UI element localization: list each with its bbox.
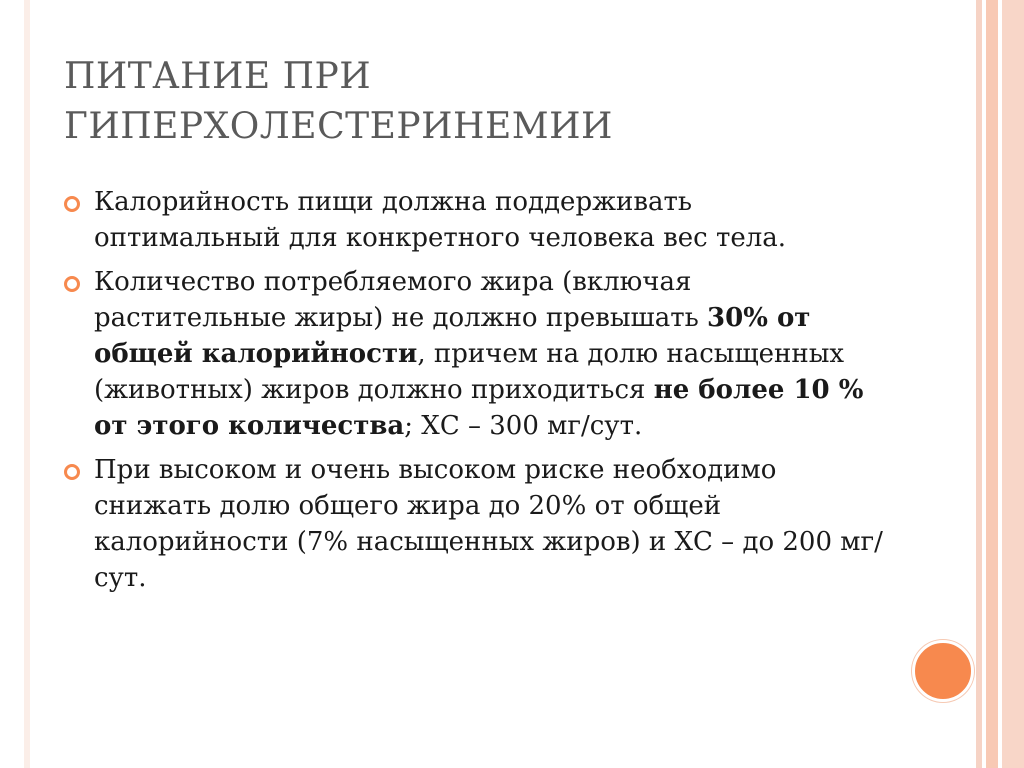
slide-title	[64, 52, 944, 152]
slide-title-line-2: ГИПЕРХОЛЕСТЕРИНЕМИИ	[64, 106, 613, 147]
decorative-circle-icon	[912, 640, 974, 702]
bullet-text-part: ; ХС – 300 мг/сут.	[404, 411, 643, 441]
bullet-text-part: Количество потребляемого жира (включая растительные жиры) не должно превышать	[94, 267, 708, 333]
bullet-item	[64, 452, 884, 596]
decorative-stripe	[1002, 0, 1024, 768]
bullet-text-emphasis: не более 10 % от этого количества	[94, 375, 864, 441]
ring-bullet-icon	[64, 276, 80, 292]
bullet-text	[94, 267, 863, 441]
bullet-text	[94, 455, 883, 593]
slide-title-line-1: ПИТАНИЕ ПРИ	[64, 56, 372, 97]
bullet-list	[64, 184, 884, 604]
bullet-text	[94, 187, 786, 253]
ring-bullet-icon	[64, 196, 80, 212]
bullet-item	[64, 264, 884, 444]
bullet-text-part: Калорийность пищи должна поддерживать оптимальный для конкретного человека вес тела.	[94, 187, 787, 253]
bullet-text-part: , причем на долю насыщенных (животных) жиров должно приходиться	[94, 339, 845, 405]
bullet-text-part: При высоком и очень высоком риске необходимо снижать долю общего жира до 20% от общей калорийности (7% насыщенных жиров) и ХС – до 200 мг/сут.	[94, 455, 883, 593]
ring-bullet-icon	[64, 464, 80, 480]
bullet-text-emphasis: 30% от общей калорийности	[94, 303, 811, 369]
bullet-item	[64, 184, 884, 256]
decorative-stripe	[986, 0, 998, 768]
